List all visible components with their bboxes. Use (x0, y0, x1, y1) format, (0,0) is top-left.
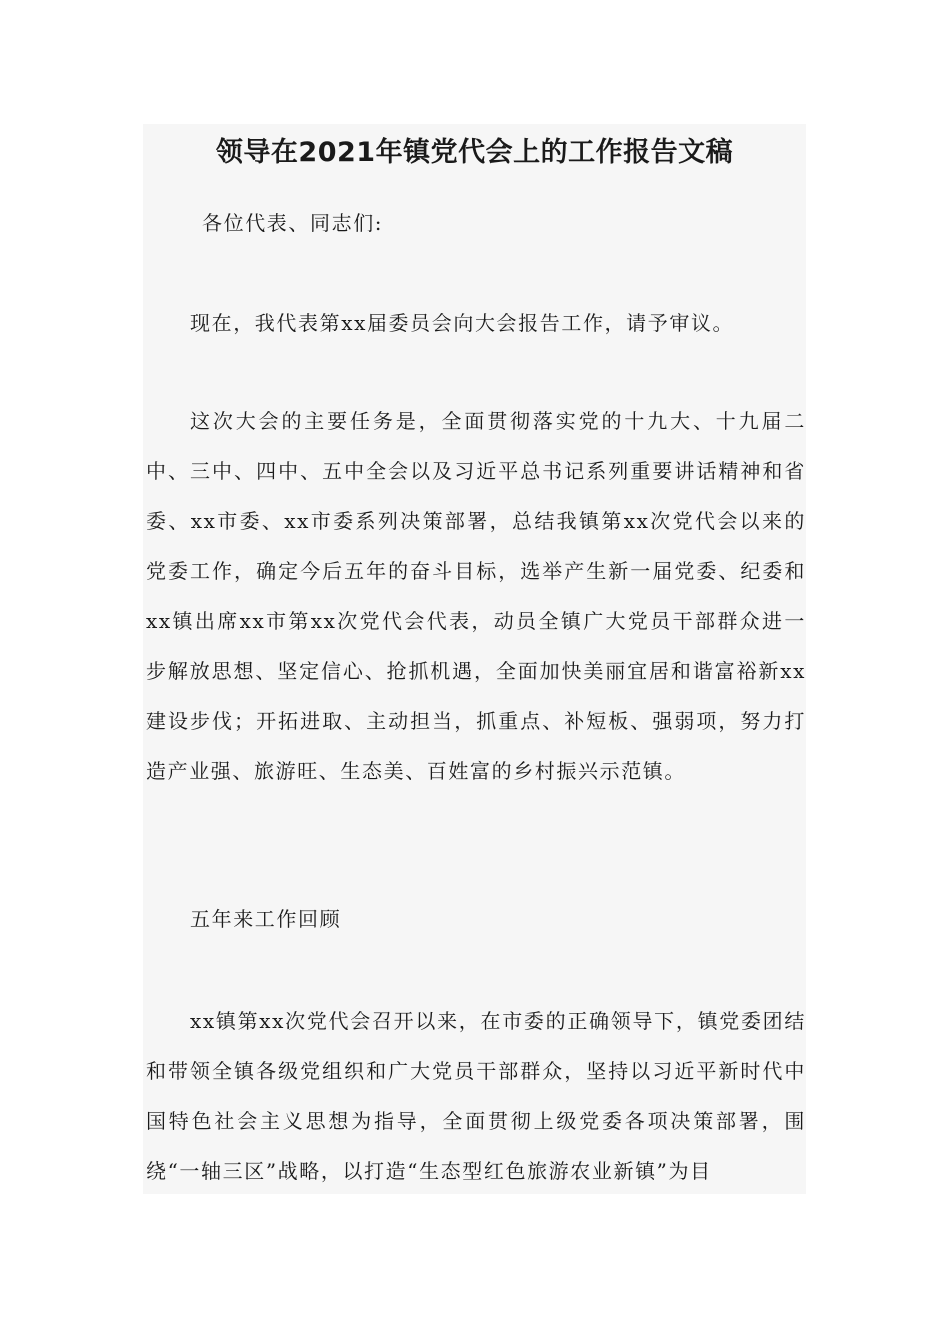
paragraph-main-tasks: 这次大会的主要任务是，全面贯彻落实党的十九大、十九届二中、三中、四中、五中全会以及习近平总书记系列重要讲话精神和省委、xx市委、xx市委系列决策部署，总结我镇第xx次党代会以来的党委工作，确定今后五年的奋斗目标，选举产生新一届党委、纪委和xx镇出席xx市第xx次党代会代表，动员全镇广大党员干部群众进一步解放思想、坚定信心、抢抓机遇，全面加快美丽宜居和谐富裕新xx建设步伐；开拓进取、主动担当，抓重点、补短板、强弱项，努力打造产业强、旅游旺、生态美、百姓富的乡村振兴示范镇。 (146, 409, 806, 783)
paragraph-opening: 现在，我代表第xx届委员会向大会报告工作，请予审议。 (190, 311, 735, 335)
salutation: 各位代表、同志们: (202, 211, 384, 235)
section-heading: 五年来工作回顾 (190, 907, 342, 931)
paragraph-review: xx镇第xx次党代会召开以来，在市委的正确领导下，镇党委团结和带领全镇各级党组织和广大党员干部群众，坚持以习近平新时代中国特色社会主义思想为指导，全面贯彻上级党委各项决策部署，围绕“一轴三区”战略，以打造“生态型红色旅游农业新镇”为目 (146, 1009, 806, 1183)
document-title: 领导在2021年镇党代会上的工作报告文稿 (215, 137, 734, 168)
